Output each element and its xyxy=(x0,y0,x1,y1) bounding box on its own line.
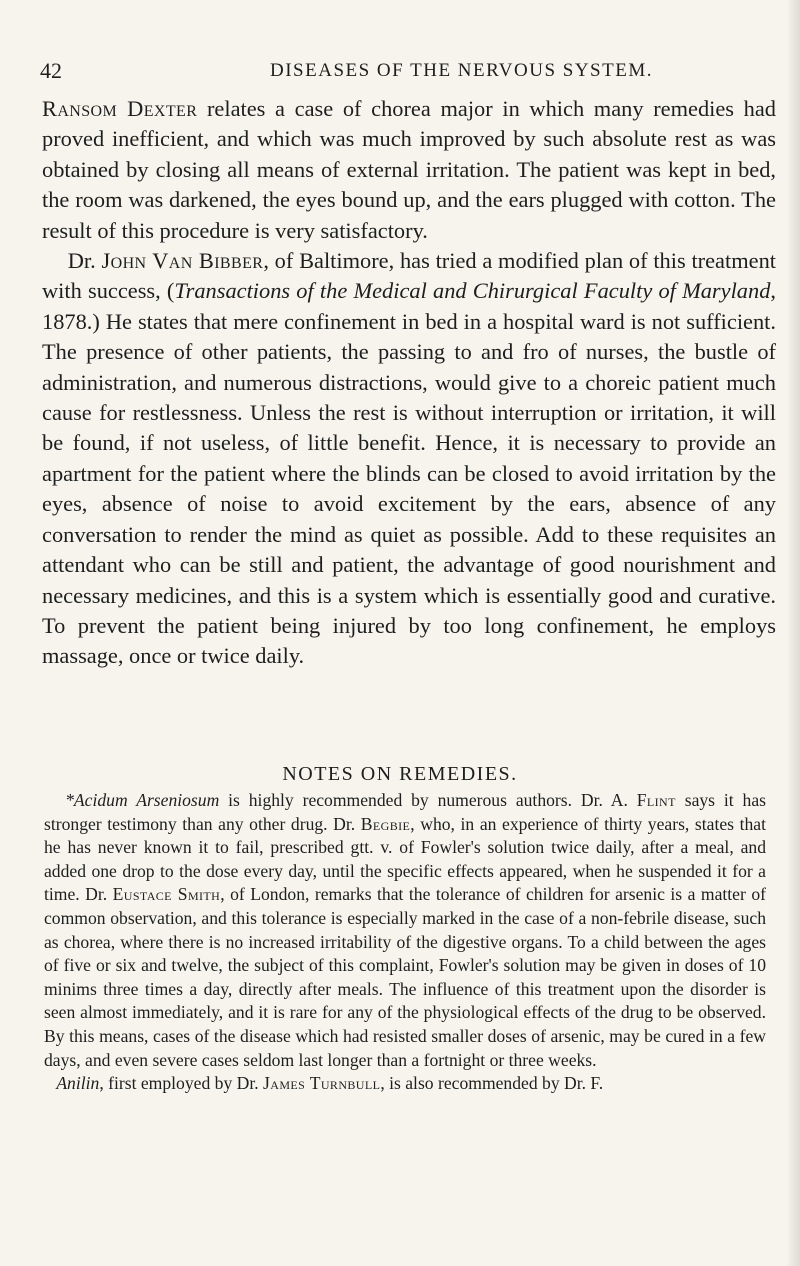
author-name-van-bibber: John Van Bibber xyxy=(101,248,264,274)
page-header xyxy=(40,58,780,86)
paragraph-dexter xyxy=(42,94,776,246)
remedy-name-anilin: Anilin xyxy=(56,1073,100,1094)
citation-title: Transactions of the Medical and Chirurgical Faculty of Maryland xyxy=(174,278,771,304)
author-name-begbie: Begbie xyxy=(360,813,411,834)
page-number: 42 xyxy=(40,58,62,83)
page-edge-shadow xyxy=(786,0,800,1266)
paragraph-text: relates a case of chorea major in which many remedies had proved inefficient, and which was much improved by such absolute rest as was obtained by closing all means of external irritation. The patient was kept in bed, the room was darkened, the eyes bound up, and the ears plugged with cotton. The result of this procedure is very satisfactory. xyxy=(42,96,777,243)
paragraph-text: , 1878.) He states that mere confinement in bed in a hospital ward is not sufficient. The presence of other patients, the passing to and fro of nurses, the bustle of administration, and numerous distractions, would give to a choreic patient much cause for restlessness. Unless the rest is without interruption or irritation, it will be found, if not useless, of little benefit. Hence, it is necessary to provide an apartment for the patient where the blinds can be closed to avoid irritation by the eyes, absence of noise to avoid excitement by the ears, absence of any conversation to render the mind as quiet as possible. Add to these requisites an attendant who can be still and patient, the advantage of good nourishment and necessary medicines, and this is a system which is essentially good and curative. To prevent the patient being injured by too long confinement, he employs massage, once or twice daily. xyxy=(42,278,776,669)
author-name-dexter: Ransom Dexter xyxy=(42,96,198,121)
notes-section xyxy=(44,789,766,1096)
author-name-smith: Eustace Smith xyxy=(112,884,221,905)
main-text xyxy=(42,94,776,672)
remedy-name-arsenic: *Acidum Arseniosum xyxy=(65,790,220,810)
note-arsenic xyxy=(44,789,766,1072)
author-name-flint: Flint xyxy=(636,790,676,810)
running-head: DISEASES OF THE NERVOUS SYSTEM. xyxy=(270,60,653,81)
note-text: , who, in an experience of thirty years, states that he has never known it to fail, prescribed gtt. v. of Fowler's solution twice daily, after a meal, and added one drop to the dose every day, until the specific effects appeared, when he suspended it for a time. Dr. xyxy=(44,813,766,905)
paragraph-van-bibber xyxy=(42,246,776,672)
note-text: , of London, remarks that the tolerance of children for arsenic is a matter of common observation, and this tolerance is especially marked in the case of a non-febrile disease, such as chorea, where there is no increased irritability of the digestive organs. To a child between the ages of five or six and twelve, the subject of this complaint, Fowler's solution may be given in doses of 10 minims three times a day, directly after meals. The influence of this treatment upon the disorder is seen almost immediately, and it is rare for any of the physiological effects of the drug to be observed. By this means, cases of the disease which had resisted smaller doses of arsenic, may be cured in a few days, and even severe cases seldom last longer than a fortnight or three weeks. xyxy=(44,884,766,1070)
note-text: , is also recommended by Dr. F. xyxy=(380,1073,604,1094)
note-anilin xyxy=(44,1072,766,1096)
note-text: is highly recommended by numerous authors. Dr. A. xyxy=(219,790,637,810)
paragraph-text: , of Baltimore, has tried a modified plan of this treatment with success, ( xyxy=(42,248,776,304)
note-text: says it has stronger testimony than any other drug. Dr. xyxy=(44,790,766,834)
section-heading: NOTES ON REMEDIES. xyxy=(282,763,518,785)
author-name-turnbull: James Turnbull xyxy=(263,1073,381,1094)
note-text: , first employed by Dr. xyxy=(99,1073,264,1094)
paragraph-text: Dr. xyxy=(67,248,102,274)
